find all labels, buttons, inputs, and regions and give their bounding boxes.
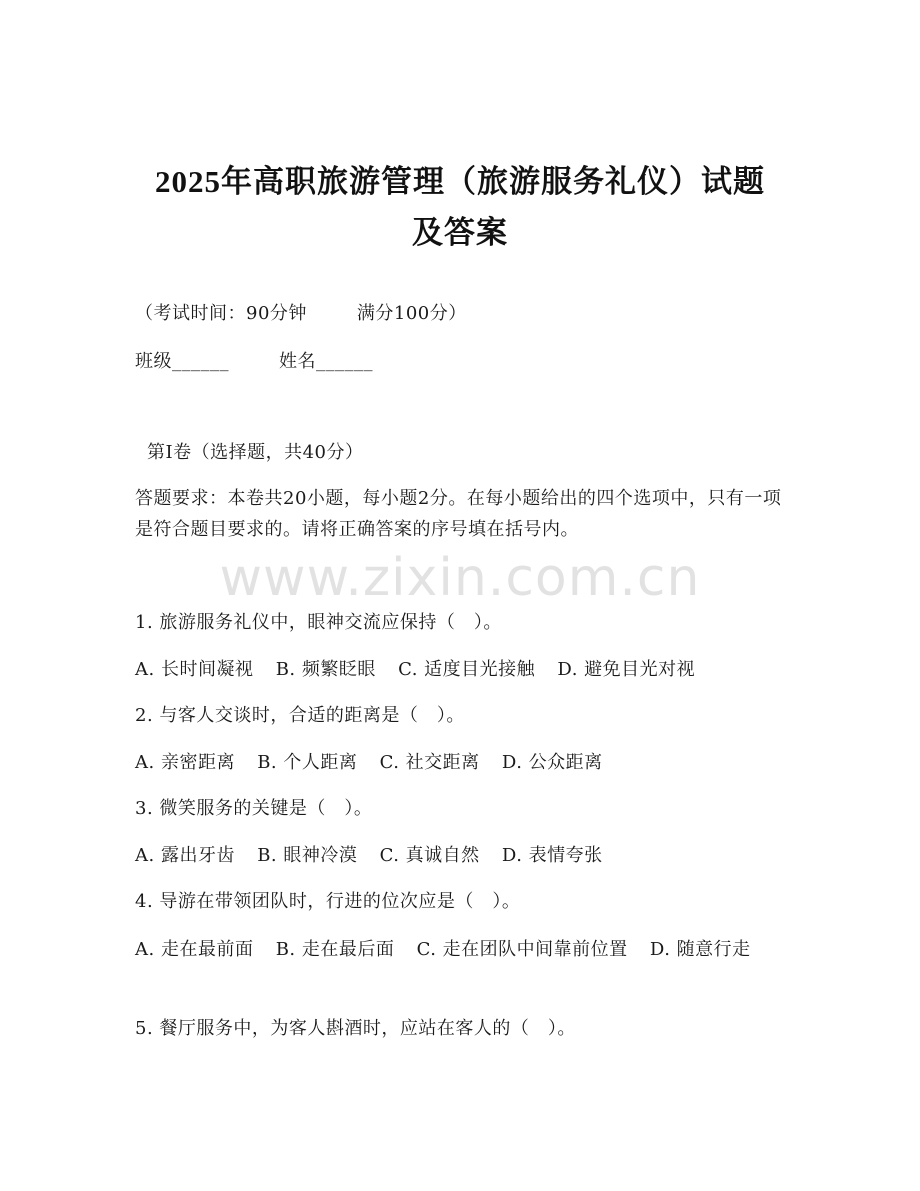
option-b: B. 频繁眨眼: [275, 659, 376, 680]
question-options: [135, 934, 785, 965]
watermark: www.zixin.com.cn: [219, 548, 701, 608]
option-b: B. 个人距离: [257, 752, 358, 773]
option-c: C. 真诚自然: [379, 845, 480, 866]
exam-time: （考试时间：90分钟: [135, 303, 307, 324]
question-options: [135, 844, 619, 868]
full-score: 满分100分）: [356, 303, 467, 324]
question-options: [135, 751, 619, 775]
question-stem: 3. 微笑服务的关键是（ ）。: [135, 798, 373, 819]
option-c: C. 适度目光接触: [398, 659, 536, 680]
option-a: A. 露出牙齿: [135, 845, 235, 866]
question-options: [135, 658, 711, 682]
option-d: D. 随意行走: [649, 939, 751, 960]
class-field-label: 班级______: [135, 351, 229, 372]
option-d: D. 避免目光对视: [557, 659, 696, 680]
option-c: C. 走在团队中间靠前位置: [416, 939, 628, 960]
option-a: A. 长时间凝视: [135, 659, 254, 680]
student-info: [135, 350, 373, 374]
document-title-line-2: 及答案: [412, 215, 508, 250]
exam-info: [135, 302, 467, 326]
name-field-label: 姓名______: [279, 351, 373, 372]
option-c: C. 社交距离: [379, 752, 480, 773]
option-b: B. 走在最后面: [275, 939, 395, 960]
question-stem: 4. 导游在带领团队时，行进的位次应是（ ）。: [135, 891, 521, 912]
section-title: 第Ⅰ卷（选择题，共40分）: [147, 442, 364, 463]
option-b: B. 眼神冷漠: [257, 845, 358, 866]
option-a: A. 亲密距离: [135, 752, 235, 773]
option-a: A. 走在最前面: [135, 939, 254, 960]
option-d: D. 表情夸张: [501, 845, 603, 866]
document-title-line-1: 2025年高职旅游管理（旅游服务礼仪）试题: [155, 164, 765, 199]
question-stem: 2. 与客人交谈时，合适的距离是（ ）。: [135, 705, 465, 726]
question-stem: 5. 餐厅服务中，为客人斟酒时，应站在客人的（ ）。: [135, 1018, 576, 1039]
question-stem: 1. 旅游服务礼仪中，眼神交流应保持（ ）。: [135, 612, 502, 633]
answer-instructions: 答题要求：本卷共20小题，每小题2分。在每小题给出的四个选项中，只有一项是符合题目要求的。请将正确答案的序号填在括号内。: [135, 488, 782, 540]
option-d: D. 公众距离: [501, 752, 603, 773]
